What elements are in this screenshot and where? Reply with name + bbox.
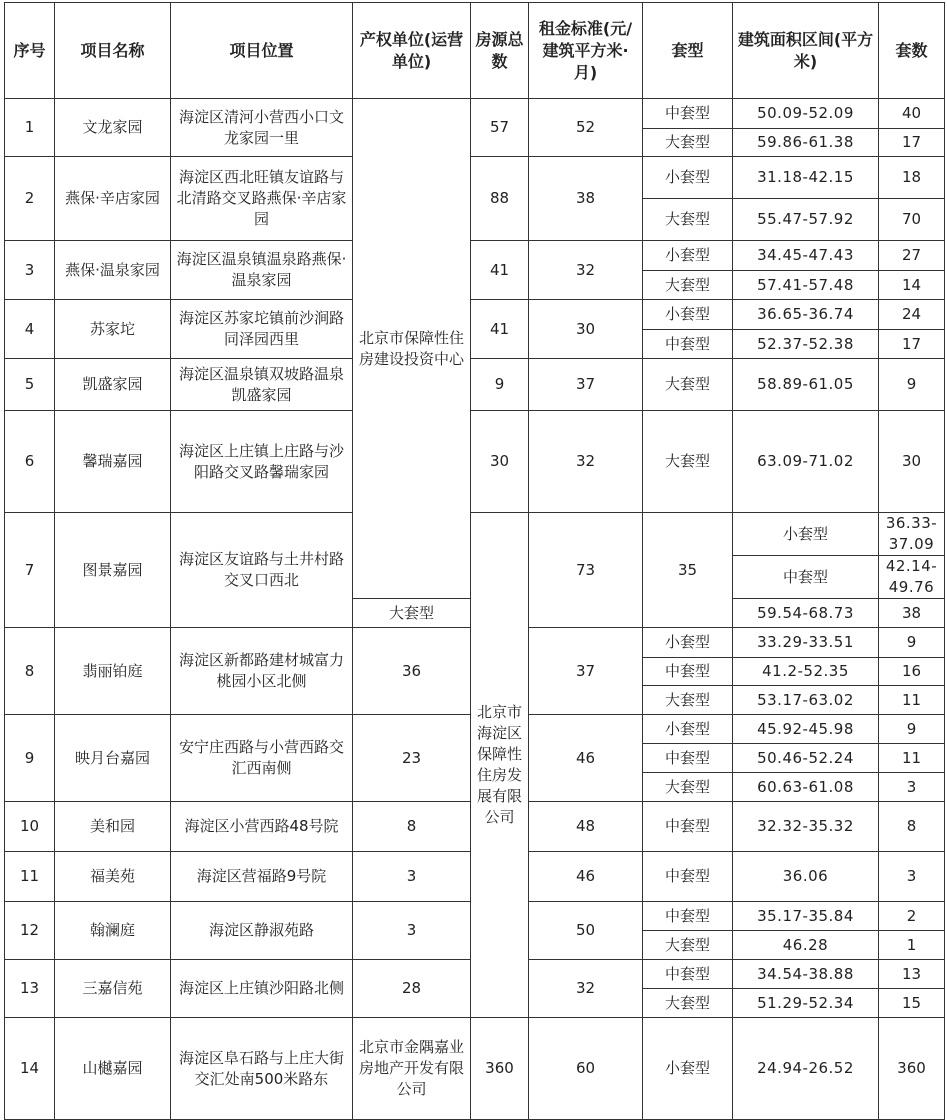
project-seq: 8 (5, 628, 55, 715)
project-name: 翡丽铂庭 (55, 628, 171, 715)
project-location: 海淀区上庄镇上庄路与沙阳路交叉路馨瑞家园 (171, 411, 353, 513)
area-range: 31.18-42.15 (733, 157, 879, 199)
unit-count: 360 (879, 1018, 945, 1120)
table-row (5, 1018, 945, 1120)
project-rent: 32 (529, 960, 643, 1018)
unit-count: 9 (879, 715, 945, 744)
unit-count: 18 (879, 157, 945, 199)
project-total: 360 (471, 1018, 529, 1120)
unit-count: 70 (879, 199, 945, 241)
unit-type: 小套型 (643, 157, 733, 199)
area-range: 50.46-52.24 (733, 744, 879, 773)
project-name: 映月台嘉园 (55, 715, 171, 802)
project-rent: 37 (529, 359, 643, 411)
table-row (5, 300, 945, 330)
project-name: 馨瑞嘉园 (55, 411, 171, 513)
project-total: 88 (471, 157, 529, 241)
project-name: 文龙家园 (55, 99, 171, 157)
area-range: 34.54-38.88 (733, 960, 879, 989)
project-seq: 2 (5, 157, 55, 241)
project-total: 30 (471, 411, 529, 513)
area-range: 32.32-35.32 (733, 802, 879, 852)
project-name: 凯盛家园 (55, 359, 171, 411)
table-row (5, 359, 945, 411)
unit-count: 1 (879, 931, 945, 960)
project-name: 翰澜庭 (55, 902, 171, 960)
area-range: 33.29-33.51 (733, 628, 879, 658)
project-seq: 3 (5, 241, 55, 300)
project-location: 海淀区小营西路48号院 (171, 802, 353, 852)
table-row (5, 513, 945, 556)
area-range: 59.86-61.38 (733, 129, 879, 157)
project-name: 苏家坨 (55, 300, 171, 359)
project-seq: 10 (5, 802, 55, 852)
area-range: 50.09-52.09 (733, 99, 879, 129)
project-location: 海淀区温泉镇双坡路温泉凯盛家园 (171, 359, 353, 411)
header-location: 项目位置 (171, 3, 353, 99)
project-total: 57 (471, 99, 529, 157)
project-seq: 4 (5, 300, 55, 359)
table-body (5, 99, 945, 1120)
area-range: 59.54-68.73 (733, 599, 879, 628)
project-total: 41 (471, 300, 529, 359)
project-location: 安宁庄西路与小营西路交汇西南侧 (171, 715, 353, 802)
project-total: 36 (353, 628, 471, 715)
table-row (5, 241, 945, 271)
project-total: 73 (529, 513, 643, 628)
project-name: 福美苑 (55, 852, 171, 902)
project-total: 3 (353, 852, 471, 902)
unit-count: 8 (879, 802, 945, 852)
unit-count: 17 (879, 129, 945, 157)
unit-count: 9 (879, 628, 945, 658)
project-seq: 13 (5, 960, 55, 1018)
rental-housing-table (4, 2, 945, 1120)
project-name: 三嘉信苑 (55, 960, 171, 1018)
area-range: 41.2-52.35 (733, 658, 879, 686)
owner-unit: 北京市金隅嘉业房地产开发有限公司 (353, 1018, 471, 1120)
header-type: 套型 (643, 3, 733, 99)
project-location: 海淀区友谊路与土井村路交叉口西北 (171, 513, 353, 628)
unit-type: 小套型 (733, 513, 879, 556)
area-range: 42.14-49.76 (879, 556, 945, 599)
header-total: 房源总数 (471, 3, 529, 99)
project-location: 海淀区阜石路与上庄大街交汇处南500米路东 (171, 1018, 353, 1120)
project-rent: 32 (529, 411, 643, 513)
project-location: 海淀区静淑苑路 (171, 902, 353, 960)
unit-count: 3 (879, 773, 945, 802)
unit-type: 大套型 (353, 599, 471, 628)
unit-type: 中套型 (733, 556, 879, 599)
unit-type: 大套型 (643, 359, 733, 411)
area-range: 36.06 (733, 852, 879, 902)
unit-type: 小套型 (643, 715, 733, 744)
area-range: 46.28 (733, 931, 879, 960)
unit-count: 11 (879, 744, 945, 773)
header-owner: 产权单位(运营单位) (353, 3, 471, 99)
unit-type: 小套型 (643, 628, 733, 658)
unit-count: 17 (879, 330, 945, 359)
project-location: 海淀区苏家坨镇前沙涧路同泽园西里 (171, 300, 353, 359)
unit-count: 15 (879, 989, 945, 1018)
table-row (5, 157, 945, 199)
header-seq: 序号 (5, 3, 55, 99)
project-name: 图景嘉园 (55, 513, 171, 628)
unit-type: 大套型 (643, 411, 733, 513)
unit-type: 中套型 (643, 960, 733, 989)
area-range: 52.37-52.38 (733, 330, 879, 359)
unit-count: 16 (879, 658, 945, 686)
project-location: 海淀区营福路9号院 (171, 852, 353, 902)
unit-type: 大套型 (643, 989, 733, 1018)
project-total: 9 (471, 359, 529, 411)
unit-type: 大套型 (643, 773, 733, 802)
unit-type: 大套型 (643, 686, 733, 715)
unit-count: 9 (879, 359, 945, 411)
owner-unit: 北京市保障性住房建设投资中心 (353, 99, 471, 599)
unit-type: 小套型 (643, 241, 733, 271)
area-range: 51.29-52.34 (733, 989, 879, 1018)
owner-unit: 北京市海淀区保障性住房发展有限公司 (471, 513, 529, 1018)
table-row (5, 411, 945, 513)
unit-count: 38 (879, 599, 945, 628)
area-range: 36.33-37.09 (879, 513, 945, 556)
header-row (5, 3, 945, 99)
area-range: 45.92-45.98 (733, 715, 879, 744)
unit-type: 大套型 (643, 129, 733, 157)
project-rent: 46 (529, 852, 643, 902)
unit-count: 24 (879, 300, 945, 330)
project-rent: 35 (643, 513, 733, 628)
unit-count: 11 (879, 686, 945, 715)
project-seq: 7 (5, 513, 55, 628)
area-range: 24.94-26.52 (733, 1018, 879, 1120)
project-rent: 46 (529, 715, 643, 802)
header-name: 项目名称 (55, 3, 171, 99)
project-seq: 6 (5, 411, 55, 513)
project-name: 美和园 (55, 802, 171, 852)
project-seq: 9 (5, 715, 55, 802)
area-range: 63.09-71.02 (733, 411, 879, 513)
project-seq: 12 (5, 902, 55, 960)
area-range: 58.89-61.05 (733, 359, 879, 411)
unit-type: 中套型 (643, 330, 733, 359)
project-name: 燕保·辛店家园 (55, 157, 171, 241)
project-total: 28 (353, 960, 471, 1018)
project-total: 41 (471, 241, 529, 300)
project-rent: 52 (529, 99, 643, 157)
unit-type: 中套型 (643, 852, 733, 902)
header-rent: 租金标准(元/建筑平方米·月) (529, 3, 643, 99)
project-rent: 37 (529, 628, 643, 715)
project-name: 燕保·温泉家园 (55, 241, 171, 300)
unit-type: 中套型 (643, 99, 733, 129)
unit-type: 中套型 (643, 902, 733, 931)
unit-count: 40 (879, 99, 945, 129)
project-name: 山樾嘉园 (55, 1018, 171, 1120)
project-total: 23 (353, 715, 471, 802)
housing-table-container (4, 2, 944, 1098)
project-seq: 5 (5, 359, 55, 411)
table-row (5, 99, 945, 129)
project-location: 海淀区西北旺镇友谊路与北清路交叉路燕保·辛店家园 (171, 157, 353, 241)
project-rent: 32 (529, 241, 643, 300)
project-rent: 50 (529, 902, 643, 960)
unit-type: 小套型 (643, 300, 733, 330)
project-total: 8 (353, 802, 471, 852)
unit-type: 大套型 (643, 931, 733, 960)
project-location: 海淀区上庄镇沙阳路北侧 (171, 960, 353, 1018)
project-seq: 1 (5, 99, 55, 157)
area-range: 53.17-63.02 (733, 686, 879, 715)
unit-count: 13 (879, 960, 945, 989)
unit-type: 中套型 (643, 658, 733, 686)
unit-type: 大套型 (643, 199, 733, 241)
project-location: 海淀区温泉镇温泉路燕保·温泉家园 (171, 241, 353, 300)
project-total: 3 (353, 902, 471, 960)
project-location: 海淀区新都路建材城富力桃园小区北侧 (171, 628, 353, 715)
project-rent: 60 (529, 1018, 643, 1120)
area-range: 35.17-35.84 (733, 902, 879, 931)
unit-count: 30 (879, 411, 945, 513)
area-range: 34.45-47.43 (733, 241, 879, 271)
unit-type: 小套型 (643, 1018, 733, 1120)
area-range: 55.47-57.92 (733, 199, 879, 241)
unit-count: 2 (879, 902, 945, 931)
unit-type: 大套型 (643, 271, 733, 300)
header-area: 建筑面积区间(平方米) (733, 3, 879, 99)
project-seq: 11 (5, 852, 55, 902)
unit-count: 14 (879, 271, 945, 300)
area-range: 36.65-36.74 (733, 300, 879, 330)
unit-count: 3 (879, 852, 945, 902)
project-rent: 38 (529, 157, 643, 241)
project-rent: 48 (529, 802, 643, 852)
project-seq: 14 (5, 1018, 55, 1120)
project-location: 海淀区清河小营西小口文龙家园一里 (171, 99, 353, 157)
unit-type: 中套型 (643, 744, 733, 773)
header-units: 套数 (879, 3, 945, 99)
unit-type: 中套型 (643, 802, 733, 852)
project-rent: 30 (529, 300, 643, 359)
area-range: 57.41-57.48 (733, 271, 879, 300)
unit-count: 27 (879, 241, 945, 271)
area-range: 60.63-61.08 (733, 773, 879, 802)
